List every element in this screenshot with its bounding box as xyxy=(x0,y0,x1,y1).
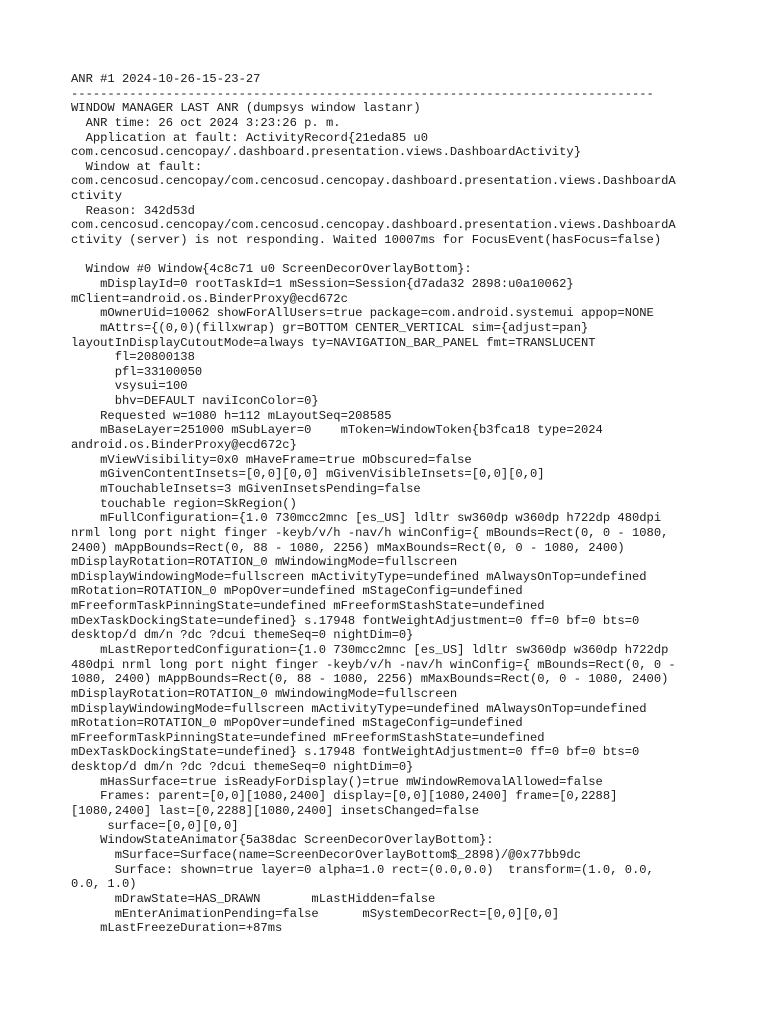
log-line: mTouchableInsets=3 mGivenInsetsPending=false xyxy=(71,481,421,496)
log-line: WINDOW MANAGER LAST ANR (dumpsys window lastanr) xyxy=(71,101,421,116)
log-line: mFreeformTaskPinningState=undefined mFreeformStashState=undefined xyxy=(71,599,545,614)
log-line: mBaseLayer=251000 mSubLayer=0 mToken=WindowToken{b3fca18 type=2024 xyxy=(71,423,603,438)
log-line: mLastReportedConfiguration={1.0 730mcc2mnc [es_US] ldltr sw360dp w360dp h722dp xyxy=(71,642,669,657)
log-line: mLastFreezeDuration=+87ms xyxy=(71,921,283,936)
log-line: mRotation=ROTATION_0 mPopOver=undefined mStageConfig=undefined xyxy=(71,584,523,599)
log-line: ANR #1 2024-10-26-15-23-27 xyxy=(71,72,261,86)
log-line: Requested w=1080 h=112 mLayoutSeq=208585 xyxy=(71,408,392,423)
log-line: 480dpi nrml long port night finger -keyb/v/h -nav/h winConfig={ mBounds=Rect(0, 0 - xyxy=(71,657,676,672)
log-line: nrml long port night finger -keyb/v/h -nav/h winConfig={ mBounds=Rect(0, 0 - 1080, xyxy=(71,525,669,540)
log-line: mDisplayId=0 rootTaskId=1 mSession=Session{d7ada32 2898:u0a10062} xyxy=(71,276,574,291)
log-line: Application at fault: ActivityRecord{21eda85 u0 xyxy=(71,130,428,145)
log-line: desktop/d dm/n ?dc ?dcui themeSeq=0 nightDim=0} xyxy=(71,760,414,775)
log-line: [1080,2400] last=[0,2288][1080,2400] insetsChanged=false xyxy=(71,804,479,819)
log-line xyxy=(71,248,761,263)
log-line: mAttrs={(0,0)(fillxwrap) gr=BOTTOM CENTER_VERTICAL sim={adjust=pan} xyxy=(71,320,589,335)
log-line: mDisplayWindowingMode=fullscreen mActivityType=undefined mAlwaysOnTop=undefined xyxy=(71,701,647,716)
log-line: pfl=33100050 xyxy=(71,364,203,379)
log-line: -------------------------------------------------------------------------------- xyxy=(71,86,654,101)
log-line: mClient=android.os.BinderProxy@ecd672c xyxy=(71,291,348,306)
log-line: mDrawState=HAS_DRAWN mLastHidden=false xyxy=(71,891,436,906)
log-line: desktop/d dm/n ?dc ?dcui themeSeq=0 nightDim=0} xyxy=(71,628,414,643)
log-line: mOwnerUid=10062 showForAllUsers=true package=com.android.systemui appop=NONE xyxy=(71,306,654,321)
log-line: bhv=DEFAULT naviIconColor=0} xyxy=(71,394,319,409)
log-line: Surface: shown=true layer=0 alpha=1.0 rect=(0.0,0.0) transform=(1.0, 0.0, xyxy=(71,862,654,877)
log-line: com.cencosud.cencopay/com.cencosud.cencopay.dashboard.presentation.views.DashboardA xyxy=(71,174,676,189)
log-line: mDisplayWindowingMode=fullscreen mActivityType=undefined mAlwaysOnTop=undefined xyxy=(71,569,647,584)
log-line: android.os.BinderProxy@ecd672c} xyxy=(71,438,297,453)
log-line: mFreeformTaskPinningState=undefined mFreeformStashState=undefined xyxy=(71,730,545,745)
log-line: ctivity xyxy=(71,189,122,204)
log-line: com.cencosud.cencopay/com.cencosud.cencopay.dashboard.presentation.views.DashboardA xyxy=(71,218,676,233)
log-line: mRotation=ROTATION_0 mPopOver=undefined mStageConfig=undefined xyxy=(71,716,523,731)
log-line: mDexTaskDockingState=undefined} s.17948 fontWeightAdjustment=0 ff=0 bf=0 bts=0 xyxy=(71,613,640,628)
log-line: Reason: 342d53d xyxy=(71,203,195,218)
log-line: 1080, 2400) mAppBounds=Rect(0, 88 - 1080, 2256) mMaxBounds=Rect(0, 0 - 1080, 2400) xyxy=(71,672,669,687)
log-line: vsysui=100 xyxy=(71,379,188,394)
log-line: ctivity (server) is not responding. Waited 10007ms for FocusEvent(hasFocus=false) xyxy=(71,233,662,248)
log-line: mGivenContentInsets=[0,0][0,0] mGivenVisibleInsets=[0,0][0,0] xyxy=(71,467,545,482)
log-line: mDisplayRotation=ROTATION_0 mWindowingMode=fullscreen xyxy=(71,686,458,701)
log-line: 2400) mAppBounds=Rect(0, 88 - 1080, 2256) mMaxBounds=Rect(0, 0 - 1080, 2400) xyxy=(71,540,625,555)
log-line: mDisplayRotation=ROTATION_0 mWindowingMode=fullscreen xyxy=(71,555,458,570)
log-line: ANR time: 26 oct 2024 3:23:26 p. m. xyxy=(71,115,341,130)
log-line: mEnterAnimationPending=false mSystemDecorRect=[0,0][0,0] xyxy=(71,906,560,921)
log-line: Window at fault: xyxy=(71,159,203,174)
log-line: touchable region=SkRegion() xyxy=(71,496,297,511)
log-line: mFullConfiguration={1.0 730mcc2mnc [es_US] ldltr sw360dp w360dp h722dp 480dpi xyxy=(71,511,662,526)
log-line: mDexTaskDockingState=undefined} s.17948 fontWeightAdjustment=0 ff=0 bf=0 bts=0 xyxy=(71,745,640,760)
log-line: mViewVisibility=0x0 mHaveFrame=true mObscured=false xyxy=(71,452,472,467)
anr-log-text xyxy=(71,72,761,936)
log-line: 0.0, 1.0) xyxy=(71,877,137,892)
log-line: Window #0 Window{4c8c71 u0 ScreenDecorOverlayBottom}: xyxy=(71,262,472,277)
log-line: fl=20800138 xyxy=(71,350,195,365)
log-line: Frames: parent=[0,0][1080,2400] display=[0,0][1080,2400] frame=[0,2288] xyxy=(71,789,618,804)
log-line: mHasSurface=true isReadyForDisplay()=true mWindowRemovalAllowed=false xyxy=(71,774,603,789)
log-line: com.cencosud.cencopay/.dashboard.presentation.views.DashboardActivity} xyxy=(71,145,581,160)
log-line: surface=[0,0][0,0] xyxy=(71,818,239,833)
log-line: WindowStateAnimator{5a38dac ScreenDecorOverlayBottom}: xyxy=(71,833,494,848)
log-line: mSurface=Surface(name=ScreenDecorOverlayBottom$_2898)/@0x77bb9dc xyxy=(71,847,581,862)
log-line: layoutInDisplayCutoutMode=always ty=NAVIGATION_BAR_PANEL fmt=TRANSLUCENT xyxy=(71,335,596,350)
